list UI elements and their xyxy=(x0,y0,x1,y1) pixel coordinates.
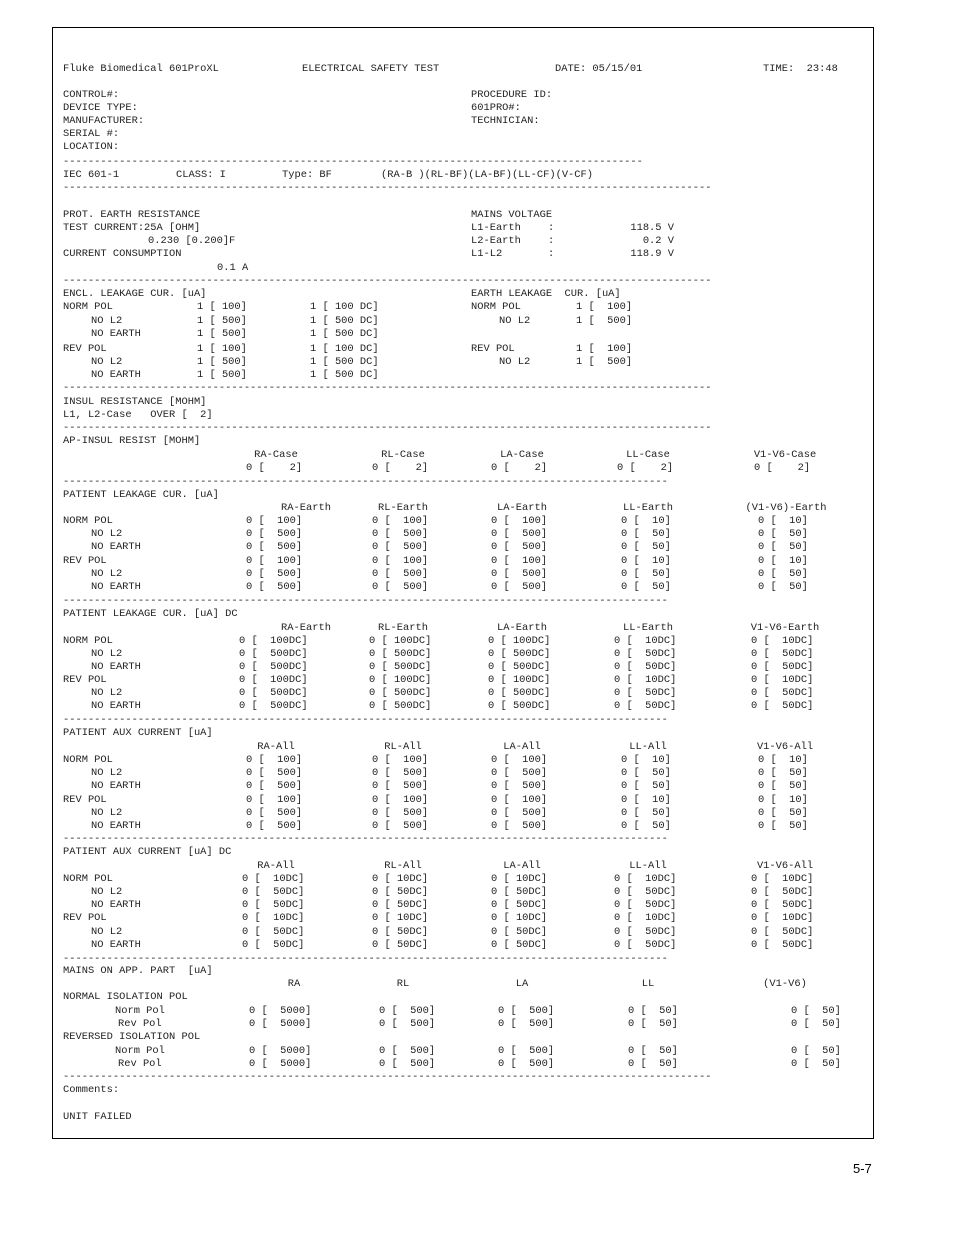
column-header: V1-V6-All xyxy=(756,741,814,753)
voltage-label: L1-L2 xyxy=(471,248,503,260)
cell-value: 0 [ 500] xyxy=(246,528,303,540)
cell-value: 0 [ 500DC] xyxy=(369,648,432,660)
cell-value: 0 [ 500] xyxy=(498,1045,555,1057)
cell-value: 0 [ 100] xyxy=(246,515,303,527)
cell-value: 0 [ 500] xyxy=(498,1005,555,1017)
section-title: MAINS VOLTAGE xyxy=(471,209,553,221)
leakage-value: 1 [ 100] xyxy=(197,343,247,355)
cell-value: 0 [ 5000] xyxy=(249,1005,312,1017)
leakage-dc-value: 1 [ 100 DC] xyxy=(310,343,379,355)
column-header: (V1-V6) xyxy=(763,978,807,990)
cell-value: 0 [ 50DC] xyxy=(751,926,814,938)
cell-value: 0 [ 100] xyxy=(491,754,548,766)
device-type: Type: BF xyxy=(282,169,332,181)
cell-value: 0 [ 10DC] xyxy=(614,912,677,924)
column-header: V1-V6-Earth xyxy=(750,622,820,634)
cell-value: 0 [ 2] xyxy=(617,462,674,474)
row-label: NO EARTH xyxy=(91,700,141,712)
device-name: Fluke Biomedical 601ProXL xyxy=(63,63,219,75)
earth-resistance-value: 0.230 [0.200]F xyxy=(148,235,236,247)
row-label: NO L2 xyxy=(91,568,123,580)
row-label: NO EARTH xyxy=(91,541,141,553)
info-field: CONTROL#: xyxy=(63,89,120,101)
column-header: RL-All xyxy=(384,860,422,872)
row-label: NO L2 xyxy=(499,356,531,368)
cell-value: 0 [ 500] xyxy=(372,528,429,540)
cell-value: 0 [ 50DC] xyxy=(751,661,814,673)
cell-value: 0 [ 10DC] xyxy=(614,635,677,647)
cell-value: 0 [ 500DC] xyxy=(239,687,308,699)
cell-value: 0 [ 500] xyxy=(246,820,303,832)
row-label: Rev Pol xyxy=(118,1058,162,1070)
column-header: V1-V6-Case xyxy=(753,449,817,461)
dashed-divider: -------------------------------------------------------------------------------------------------------- xyxy=(63,1071,712,1083)
cell-value: 0 [ 10] xyxy=(621,555,671,567)
cell-value: 0 [ 50DC] xyxy=(242,939,305,951)
cell-value: 0 [ 100DC] xyxy=(369,674,432,686)
cell-value: 0 [ 50DC] xyxy=(242,886,305,898)
cell-value: 0 [ 100DC] xyxy=(239,674,308,686)
leakage-dc-value: 1 [ 500 DC] xyxy=(310,315,379,327)
column-header: LA-All xyxy=(503,860,541,872)
cell-value: 0 [ 500] xyxy=(372,767,429,779)
section-title: PATIENT LEAKAGE CUR. [uA] xyxy=(63,489,219,501)
leakage-value: 1 [ 500] xyxy=(197,315,247,327)
row-label: NO EARTH xyxy=(91,780,141,792)
cell-value: 0 [ 500] xyxy=(246,541,303,553)
cell-value: 0 [ 50] xyxy=(758,581,808,593)
voltage-value: 118.9 V xyxy=(630,248,674,260)
row-label: REV POL xyxy=(63,912,107,924)
cell-value: 0 [ 2] xyxy=(754,462,811,474)
cell-value: 0 [ 500] xyxy=(246,780,303,792)
cell-value: 0 [ 500] xyxy=(379,1058,436,1070)
row-label: NO L2 xyxy=(91,807,123,819)
cell-value: 0 [ 100] xyxy=(372,555,429,567)
test-current: TEST CURRENT:25A [OHM] xyxy=(63,222,201,234)
cell-value: 0 [ 50] xyxy=(758,568,808,580)
cell-value: 0 [ 10DC] xyxy=(242,873,305,885)
cell-value: 0 [ 50DC] xyxy=(242,926,305,938)
cell-value: 0 [ 50DC] xyxy=(372,899,429,911)
cell-value: 0 [ 50] xyxy=(758,820,808,832)
cell-value: 0 [ 5000] xyxy=(249,1058,312,1070)
cell-value: 0 [ 50DC] xyxy=(614,886,677,898)
section-title: MAINS ON APP. PART [uA] xyxy=(63,965,213,977)
column-header: RA-All xyxy=(257,860,295,872)
info-field: 601PRO#: xyxy=(471,102,521,114)
cell-value: 0 [ 2] xyxy=(246,462,303,474)
row-label: NORM POL xyxy=(63,301,113,313)
cell-value: 0 [ 10DC] xyxy=(751,635,814,647)
dashed-divider: -------------------------------------------------------------------------------------------------------- xyxy=(63,182,712,194)
voltage-separator: : xyxy=(548,235,555,247)
cell-value: 0 [ 500DC] xyxy=(239,661,308,673)
iec-standard: IEC 601-1 xyxy=(63,169,120,181)
cell-value: 0 [ 500DC] xyxy=(369,687,432,699)
leakage-dc-value: 1 [ 500 DC] xyxy=(310,356,379,368)
cell-value: 0 [ 500] xyxy=(372,820,429,832)
cell-value: 0 [ 100DC] xyxy=(488,635,551,647)
cell-value: 0 [ 50DC] xyxy=(751,687,814,699)
cell-value: 0 [ 10] xyxy=(621,794,671,806)
cell-value: 0 [ 5000] xyxy=(249,1045,312,1057)
cell-value: 0 [ 100] xyxy=(246,555,303,567)
row-label: NO EARTH xyxy=(91,661,141,673)
cell-value: 0 [ 50DC] xyxy=(614,648,677,660)
cell-value: 0 [ 500] xyxy=(491,581,548,593)
row-label: NORM POL xyxy=(63,515,113,527)
dashed-divider: -------------------------------------------------------------------------------------------------------- xyxy=(63,275,712,287)
column-header: RL xyxy=(396,978,410,990)
dashed-divider: -------------------------------------------------------------------------------------------------------- xyxy=(63,382,712,394)
section-title: PATIENT LEAKAGE CUR. [uA] DC xyxy=(63,608,238,620)
cell-value: 0 [ 500DC] xyxy=(239,700,308,712)
cell-value: 0 [ 10DC] xyxy=(372,873,429,885)
cell-value: 0 [ 500] xyxy=(372,568,429,580)
cell-value: 0 [ 500] xyxy=(491,807,548,819)
section-title: AP-INSUL RESIST [MOHM] xyxy=(63,435,201,447)
row-label: NO L2 xyxy=(91,648,123,660)
info-field: SERIAL #: xyxy=(63,128,120,140)
cell-value: 0 [ 500] xyxy=(379,1018,436,1030)
cell-value: 0 [ 500DC] xyxy=(488,700,551,712)
column-header: RL-Case xyxy=(381,449,425,461)
row-label: NO EARTH xyxy=(91,328,141,340)
column-header: LL-All xyxy=(629,860,667,872)
cell-value: 0 [ 500] xyxy=(491,568,548,580)
column-header: RA xyxy=(287,978,301,990)
voltage-separator: : xyxy=(548,222,555,234)
info-field: MANUFACTURER: xyxy=(63,115,145,127)
row-label: NO L2 xyxy=(91,767,123,779)
cell-value: 0 [ 50] xyxy=(791,1045,841,1057)
cell-value: 0 [ 50] xyxy=(758,767,808,779)
cell-value: 0 [ 2] xyxy=(491,462,548,474)
voltage-value: 0.2 V xyxy=(642,235,674,247)
report-title: ELECTRICAL SAFETY TEST xyxy=(302,63,440,75)
section-label: CURRENT CONSUMPTION xyxy=(63,248,182,260)
cell-value: 0 [ 100] xyxy=(491,555,548,567)
cell-value: 0 [ 100] xyxy=(372,794,429,806)
info-field: LOCATION: xyxy=(63,141,120,153)
row-label: NORM POL xyxy=(471,301,521,313)
row-label: Norm Pol xyxy=(115,1045,165,1057)
cell-value: 0 [ 500] xyxy=(246,568,303,580)
cell-value: 0 [ 10] xyxy=(758,515,808,527)
row-label: NO EARTH xyxy=(91,369,141,381)
dashed-divider: ------------------------------------------------------------------------------------------------- xyxy=(63,833,668,845)
cell-value: 0 [ 50] xyxy=(621,767,671,779)
cell-value: 0 [ 500] xyxy=(498,1018,555,1030)
dashed-divider: --------------------------------------------------------------------------------------------- xyxy=(63,156,643,168)
section-title: PROT. EARTH RESISTANCE xyxy=(63,209,201,221)
row-label: NO L2 xyxy=(91,528,123,540)
cell-value: 0 [ 50] xyxy=(758,541,808,553)
page-number: 5-7 xyxy=(853,1161,872,1176)
column-header: RA-All xyxy=(257,741,295,753)
cell-value: 0 [ 50] xyxy=(621,581,671,593)
cell-value: 0 [ 50] xyxy=(621,780,671,792)
dashed-divider: -------------------------------------------------------------------------------------------------------- xyxy=(63,422,712,434)
leakage-dc-value: 1 [ 500 DC] xyxy=(310,369,379,381)
cell-value: 0 [ 500] xyxy=(372,807,429,819)
row-label: NO EARTH xyxy=(91,899,141,911)
row-label: NORM POL xyxy=(63,754,113,766)
column-header: RL-Earth xyxy=(378,622,428,634)
dashed-divider: ------------------------------------------------------------------------------------------------- xyxy=(63,476,668,488)
column-header: LL xyxy=(641,978,655,990)
cell-value: 0 [ 500] xyxy=(379,1045,436,1057)
cell-value: 0 [ 50DC] xyxy=(372,926,429,938)
cell-value: 0 [ 50DC] xyxy=(491,926,548,938)
info-field: TECHNICIAN: xyxy=(471,115,540,127)
cell-value: 0 [ 50DC] xyxy=(614,899,677,911)
cell-value: 0 [ 500] xyxy=(246,807,303,819)
column-header: LL-Case xyxy=(626,449,670,461)
cell-value: 0 [ 50] xyxy=(628,1045,678,1057)
cell-value: 0 [ 5000] xyxy=(249,1018,312,1030)
voltage-value: 118.5 V xyxy=(630,222,674,234)
column-header: LA xyxy=(515,978,529,990)
cell-value: 0 [ 50DC] xyxy=(614,939,677,951)
cell-value: 0 [ 500DC] xyxy=(488,687,551,699)
cell-value: 0 [ 10DC] xyxy=(242,912,305,924)
test-date: DATE: 05/15/01 xyxy=(555,63,643,75)
cell-value: 0 [ 50] xyxy=(791,1005,841,1017)
cell-value: 0 [ 50DC] xyxy=(614,687,677,699)
cell-value: 0 [ 2] xyxy=(372,462,429,474)
cell-value: 0 [ 100] xyxy=(372,515,429,527)
column-header: V1-V6-All xyxy=(756,860,814,872)
leakage-value: 1 [ 100] xyxy=(197,301,247,313)
cell-value: 0 [ 100] xyxy=(491,515,548,527)
cell-value: 0 [ 500DC] xyxy=(488,648,551,660)
row-label: NO L2 xyxy=(499,315,531,327)
leakage-dc-value: 1 [ 500 DC] xyxy=(310,328,379,340)
row-label: Rev Pol xyxy=(118,1018,162,1030)
cell-value: 0 [ 50] xyxy=(621,528,671,540)
cell-value: 0 [ 500] xyxy=(498,1058,555,1070)
cell-value: 0 [ 50] xyxy=(758,807,808,819)
cell-value: 0 [ 10] xyxy=(621,515,671,527)
cell-value: 0 [ 50DC] xyxy=(751,648,814,660)
group-label: NORMAL ISOLATION POL xyxy=(63,991,188,1003)
section-title: INSUL RESISTANCE [MOHM] xyxy=(63,396,207,408)
cell-value: 0 [ 500] xyxy=(379,1005,436,1017)
section-title: PATIENT AUX CURRENT [uA] DC xyxy=(63,846,232,858)
cell-value: 0 [ 100] xyxy=(491,794,548,806)
row-label: REV POL xyxy=(63,555,107,567)
dashed-divider: ------------------------------------------------------------------------------------------------- xyxy=(63,595,668,607)
cell-value: 0 [ 500DC] xyxy=(369,700,432,712)
cell-value: 0 [ 50] xyxy=(791,1018,841,1030)
row-label: NO L2 xyxy=(91,687,123,699)
row-label: NORM POL xyxy=(63,635,113,647)
column-header: RA-Case xyxy=(254,449,298,461)
cell-value: 0 [ 50DC] xyxy=(242,899,305,911)
row-label: REV POL xyxy=(63,343,107,355)
cell-value: 0 [ 500] xyxy=(372,541,429,553)
row-label: NO L2 xyxy=(91,356,123,368)
cell-value: 0 [ 50] xyxy=(628,1058,678,1070)
section-title: EARTH LEAKAGE CUR. [uA] xyxy=(471,288,621,300)
cell-value: 0 [ 50DC] xyxy=(614,926,677,938)
cell-value: 0 [ 50] xyxy=(628,1005,678,1017)
cell-value: 0 [ 50] xyxy=(758,528,808,540)
cell-value: 0 [ 50DC] xyxy=(751,700,814,712)
cell-value: 0 [ 50] xyxy=(791,1058,841,1070)
cell-value: 0 [ 500] xyxy=(246,767,303,779)
row-label: NO EARTH xyxy=(91,939,141,951)
row-label: REV POL xyxy=(63,794,107,806)
leakage-value: 1 [ 500] xyxy=(576,356,633,368)
row-label: Norm Pol xyxy=(115,1005,165,1017)
cell-value: 0 [ 50] xyxy=(621,568,671,580)
column-header: RA-Earth xyxy=(281,622,331,634)
row-label: NORM POL xyxy=(63,873,113,885)
cell-value: 0 [ 100DC] xyxy=(239,635,308,647)
voltage-separator: : xyxy=(548,248,555,260)
cell-value: 0 [ 50DC] xyxy=(372,886,429,898)
cell-value: 0 [ 10DC] xyxy=(491,912,548,924)
cell-value: 0 [ 50DC] xyxy=(751,899,814,911)
cell-value: 0 [ 100DC] xyxy=(488,674,551,686)
cell-value: 0 [ 100] xyxy=(246,754,303,766)
leakage-value: 1 [ 500] xyxy=(197,328,247,340)
cell-value: 0 [ 500] xyxy=(491,780,548,792)
row-label: NO L2 xyxy=(91,315,123,327)
cell-value: 0 [ 10DC] xyxy=(372,912,429,924)
cell-value: 0 [ 500] xyxy=(246,581,303,593)
cell-value: 0 [ 50DC] xyxy=(751,939,814,951)
cell-value: 0 [ 50DC] xyxy=(491,886,548,898)
leakage-value: 1 [ 100] xyxy=(576,301,633,313)
cell-value: 0 [ 10] xyxy=(758,794,808,806)
cell-value: 0 [ 10DC] xyxy=(751,912,814,924)
dashed-divider: ------------------------------------------------------------------------------------------------- xyxy=(63,953,668,965)
column-header: LA-Earth xyxy=(497,502,547,514)
current-consumption-value: 0.1 A xyxy=(217,262,249,274)
insul-resistance-value: L1, L2-Case OVER [ 2] xyxy=(63,409,213,421)
cell-value: 0 [ 500] xyxy=(372,780,429,792)
leakage-dc-value: 1 [ 100 DC] xyxy=(310,301,379,313)
cell-value: 0 [ 50] xyxy=(628,1018,678,1030)
voltage-label: L1-Earth xyxy=(471,222,521,234)
cell-value: 0 [ 50] xyxy=(621,807,671,819)
cell-value: 0 [ 500] xyxy=(491,767,548,779)
column-header: (V1-V6)-Earth xyxy=(745,502,827,514)
cell-value: 0 [ 100DC] xyxy=(369,635,432,647)
cell-value: 0 [ 10DC] xyxy=(751,674,814,686)
info-field: DEVICE TYPE: xyxy=(63,102,138,114)
leakage-value: 1 [ 500] xyxy=(576,315,633,327)
comments-label: Comments: xyxy=(63,1084,120,1096)
column-header: LA-All xyxy=(503,741,541,753)
cell-value: 0 [ 500] xyxy=(372,581,429,593)
cell-value: 0 [ 10DC] xyxy=(614,674,677,686)
row-label: NO L2 xyxy=(91,886,123,898)
column-header: LL-Earth xyxy=(623,502,673,514)
cell-value: 0 [ 50] xyxy=(621,820,671,832)
cell-value: 0 [ 10DC] xyxy=(491,873,548,885)
cell-value: 0 [ 500DC] xyxy=(488,661,551,673)
column-header: LA-Earth xyxy=(497,622,547,634)
row-label: NO EARTH xyxy=(91,820,141,832)
cell-value: 0 [ 50DC] xyxy=(491,899,548,911)
row-label: REV POL xyxy=(63,674,107,686)
cell-value: 0 [ 500] xyxy=(491,820,548,832)
column-header: RA-Earth xyxy=(281,502,331,514)
row-label: NO EARTH xyxy=(91,581,141,593)
test-time: TIME: 23:48 xyxy=(763,63,838,75)
cell-value: 0 [ 50DC] xyxy=(491,939,548,951)
cell-value: 0 [ 50DC] xyxy=(614,700,677,712)
cell-value: 0 [ 10] xyxy=(758,555,808,567)
cell-value: 0 [ 500DC] xyxy=(239,648,308,660)
voltage-label: L2-Earth xyxy=(471,235,521,247)
dashed-divider: ------------------------------------------------------------------------------------------------- xyxy=(63,714,668,726)
cell-value: 0 [ 50DC] xyxy=(614,661,677,673)
leakage-value: 1 [ 500] xyxy=(197,356,247,368)
cell-value: 0 [ 10] xyxy=(621,754,671,766)
cell-value: 0 [ 500] xyxy=(491,541,548,553)
column-header: LL-All xyxy=(629,741,667,753)
leakage-value: 1 [ 100] xyxy=(576,343,633,355)
section-title: ENCL. LEAKAGE CUR. [uA] xyxy=(63,288,207,300)
cell-value: 0 [ 10] xyxy=(758,754,808,766)
cell-value: 0 [ 100] xyxy=(246,794,303,806)
cell-value: 0 [ 50] xyxy=(621,541,671,553)
cell-value: 0 [ 100] xyxy=(372,754,429,766)
test-result: UNIT FAILED xyxy=(63,1111,132,1123)
leakage-value: 1 [ 500] xyxy=(197,369,247,381)
column-header: RL-Earth xyxy=(378,502,428,514)
applied-parts: (RA-B )(RL-BF)(LA-BF)(LL-CF)(V-CF) xyxy=(381,169,594,181)
cell-value: 0 [ 50DC] xyxy=(372,939,429,951)
row-label: NO L2 xyxy=(91,926,123,938)
cell-value: 0 [ 50DC] xyxy=(751,886,814,898)
section-title: PATIENT AUX CURRENT [uA] xyxy=(63,727,213,739)
cell-value: 0 [ 500] xyxy=(491,528,548,540)
cell-value: 0 [ 10DC] xyxy=(614,873,677,885)
info-field: PROCEDURE ID: xyxy=(471,89,553,101)
cell-value: 0 [ 50] xyxy=(758,780,808,792)
device-class: CLASS: I xyxy=(176,169,226,181)
column-header: LL-Earth xyxy=(623,622,673,634)
cell-value: 0 [ 500DC] xyxy=(369,661,432,673)
column-header: LA-Case xyxy=(500,449,544,461)
cell-value: 0 [ 10DC] xyxy=(751,873,814,885)
row-label: REV POL xyxy=(471,343,515,355)
group-label: REVERSED ISOLATION POL xyxy=(63,1031,201,1043)
column-header: RL-All xyxy=(384,741,422,753)
